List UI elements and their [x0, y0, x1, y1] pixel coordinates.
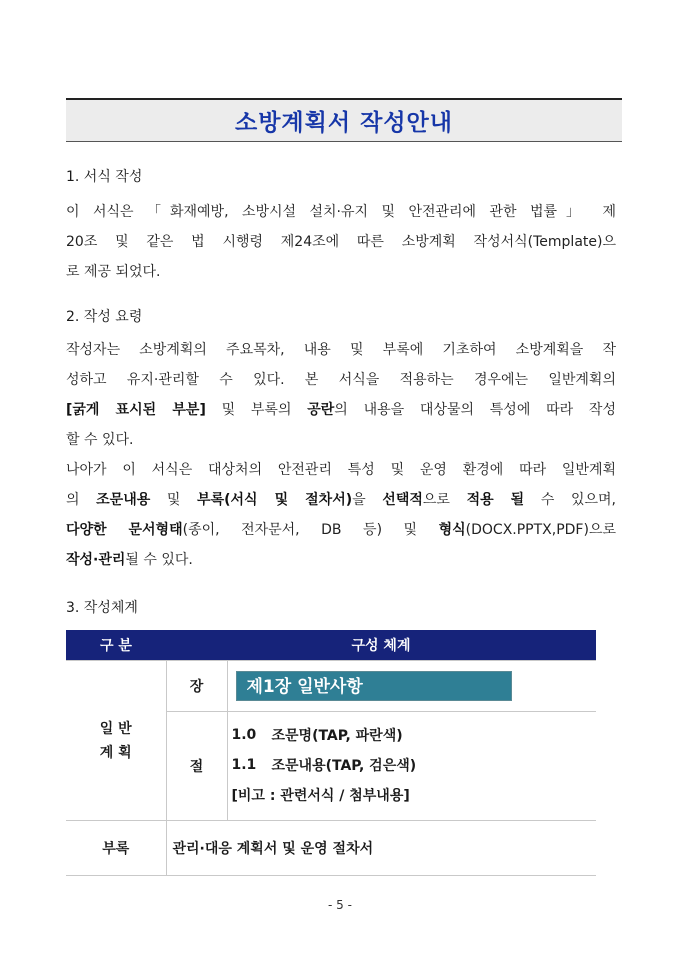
section2-paragraph-2 [66, 455, 616, 575]
section-cell [227, 712, 596, 821]
sub-item-number: 1.1 [231, 757, 257, 773]
note-line: [비고 : 관련서식 / 첨부내용] [231, 788, 410, 804]
appendix-text: 관리·대응 계획서 및 운영 절차서 [166, 821, 596, 876]
text-span: (DOCX.PPTX,PDF)으로 [465, 522, 616, 538]
text-span: 및 [150, 492, 198, 508]
text-span: 의 내용을 대상물의 특성에 따라 작성 [334, 402, 616, 418]
bold-text: 조문내용 [96, 492, 151, 508]
header-structure: 구성 체계 [166, 630, 596, 661]
header-category: 구 분 [66, 630, 166, 661]
section2-p2-line-1: 나아가 이 서식은 대상처의 안전관리 특성 및 운영 환경에 따라 일반계획 [66, 462, 616, 478]
sub-item-text: 조문명(TAP, 파란색) [271, 728, 403, 744]
section2-p1-line-1: 작성자는 소방계획의 주요목차, 내용 및 부록에 기초하여 소방계획을 작 [66, 342, 616, 358]
section2-paragraph-1 [66, 335, 616, 455]
section2-p2-line-4 [66, 545, 616, 575]
chapter-cell [227, 661, 596, 712]
page-title: 소방계획서 작성안내 [235, 110, 453, 136]
bold-text: 형식 [438, 522, 466, 538]
bold-text: 다양한 문서형태 [66, 522, 183, 538]
bold-marked-text: [굵게 표시된 부분] [66, 402, 206, 418]
appendix-label: 부록 [66, 821, 166, 876]
text-span: 을 [352, 492, 383, 508]
text-span: 으로 [422, 492, 467, 508]
bold-text: 작성·관리 [66, 552, 126, 568]
text-span: 수 있으며, [524, 492, 616, 508]
sub-item-number: 1.0 [231, 727, 257, 743]
structure-table [66, 630, 596, 876]
bold-text: 적용 될 [466, 492, 525, 508]
bold-blank-text: 공란 [307, 402, 335, 418]
section3-heading: 3. 작성체계 [66, 600, 138, 616]
section2-p1-line-2: 성하고 유지·관리할 수 있다. 본 서식을 적용하는 경우에는 일반계획의 [66, 372, 616, 388]
section1-heading: 1. 서식 작성 [66, 169, 143, 185]
general-plan-label [66, 661, 166, 821]
section1-line-2: 20조 및 같은 법 시행령 제24조에 따른 소방계획 작성서식(Template)으 [66, 234, 616, 250]
bold-text: 선택적 [382, 492, 423, 508]
chapter-label: 장 [166, 661, 227, 712]
section1-paragraph [66, 197, 616, 287]
section2-p1-line-3 [66, 395, 616, 425]
sub-item-text: 조문내용(TAP, 검은색) [271, 758, 417, 774]
section1-line-3: 로 제공 되었다. [66, 264, 161, 280]
sub-item [232, 720, 597, 750]
title-box [66, 98, 622, 142]
page-number: - 5 - [328, 898, 352, 912]
table-header-row [66, 630, 596, 661]
section2-p1-line-4: 할 수 있다. [66, 432, 134, 448]
section2-p2-line-3 [66, 515, 616, 545]
section2-p2-line-2 [66, 485, 616, 515]
chapter-banner: 제1장 일반사항 [236, 671, 512, 701]
section2-heading: 2. 작성 요령 [66, 309, 143, 325]
text-span: 될 수 있다. [125, 552, 193, 568]
group-label-line-1: 일 반 [99, 720, 132, 737]
sub-item [232, 750, 597, 780]
table-row-appendix [66, 821, 596, 876]
text-span: 의 [66, 492, 97, 508]
bold-text: 부록(서식 및 절차서) [197, 492, 353, 508]
group-label-line-2: 계 획 [99, 744, 132, 761]
text-span: 및 부록의 [205, 402, 308, 418]
section-label: 절 [166, 712, 227, 821]
section1-line-1: 이 서식은 「화재예방, 소방시설 설치·유지 및 안전관리에 관한 법률」 제 [66, 204, 616, 220]
table-row-chapter [66, 661, 596, 712]
text-span: (종이, 전자문서, DB 등) 및 [182, 522, 439, 538]
